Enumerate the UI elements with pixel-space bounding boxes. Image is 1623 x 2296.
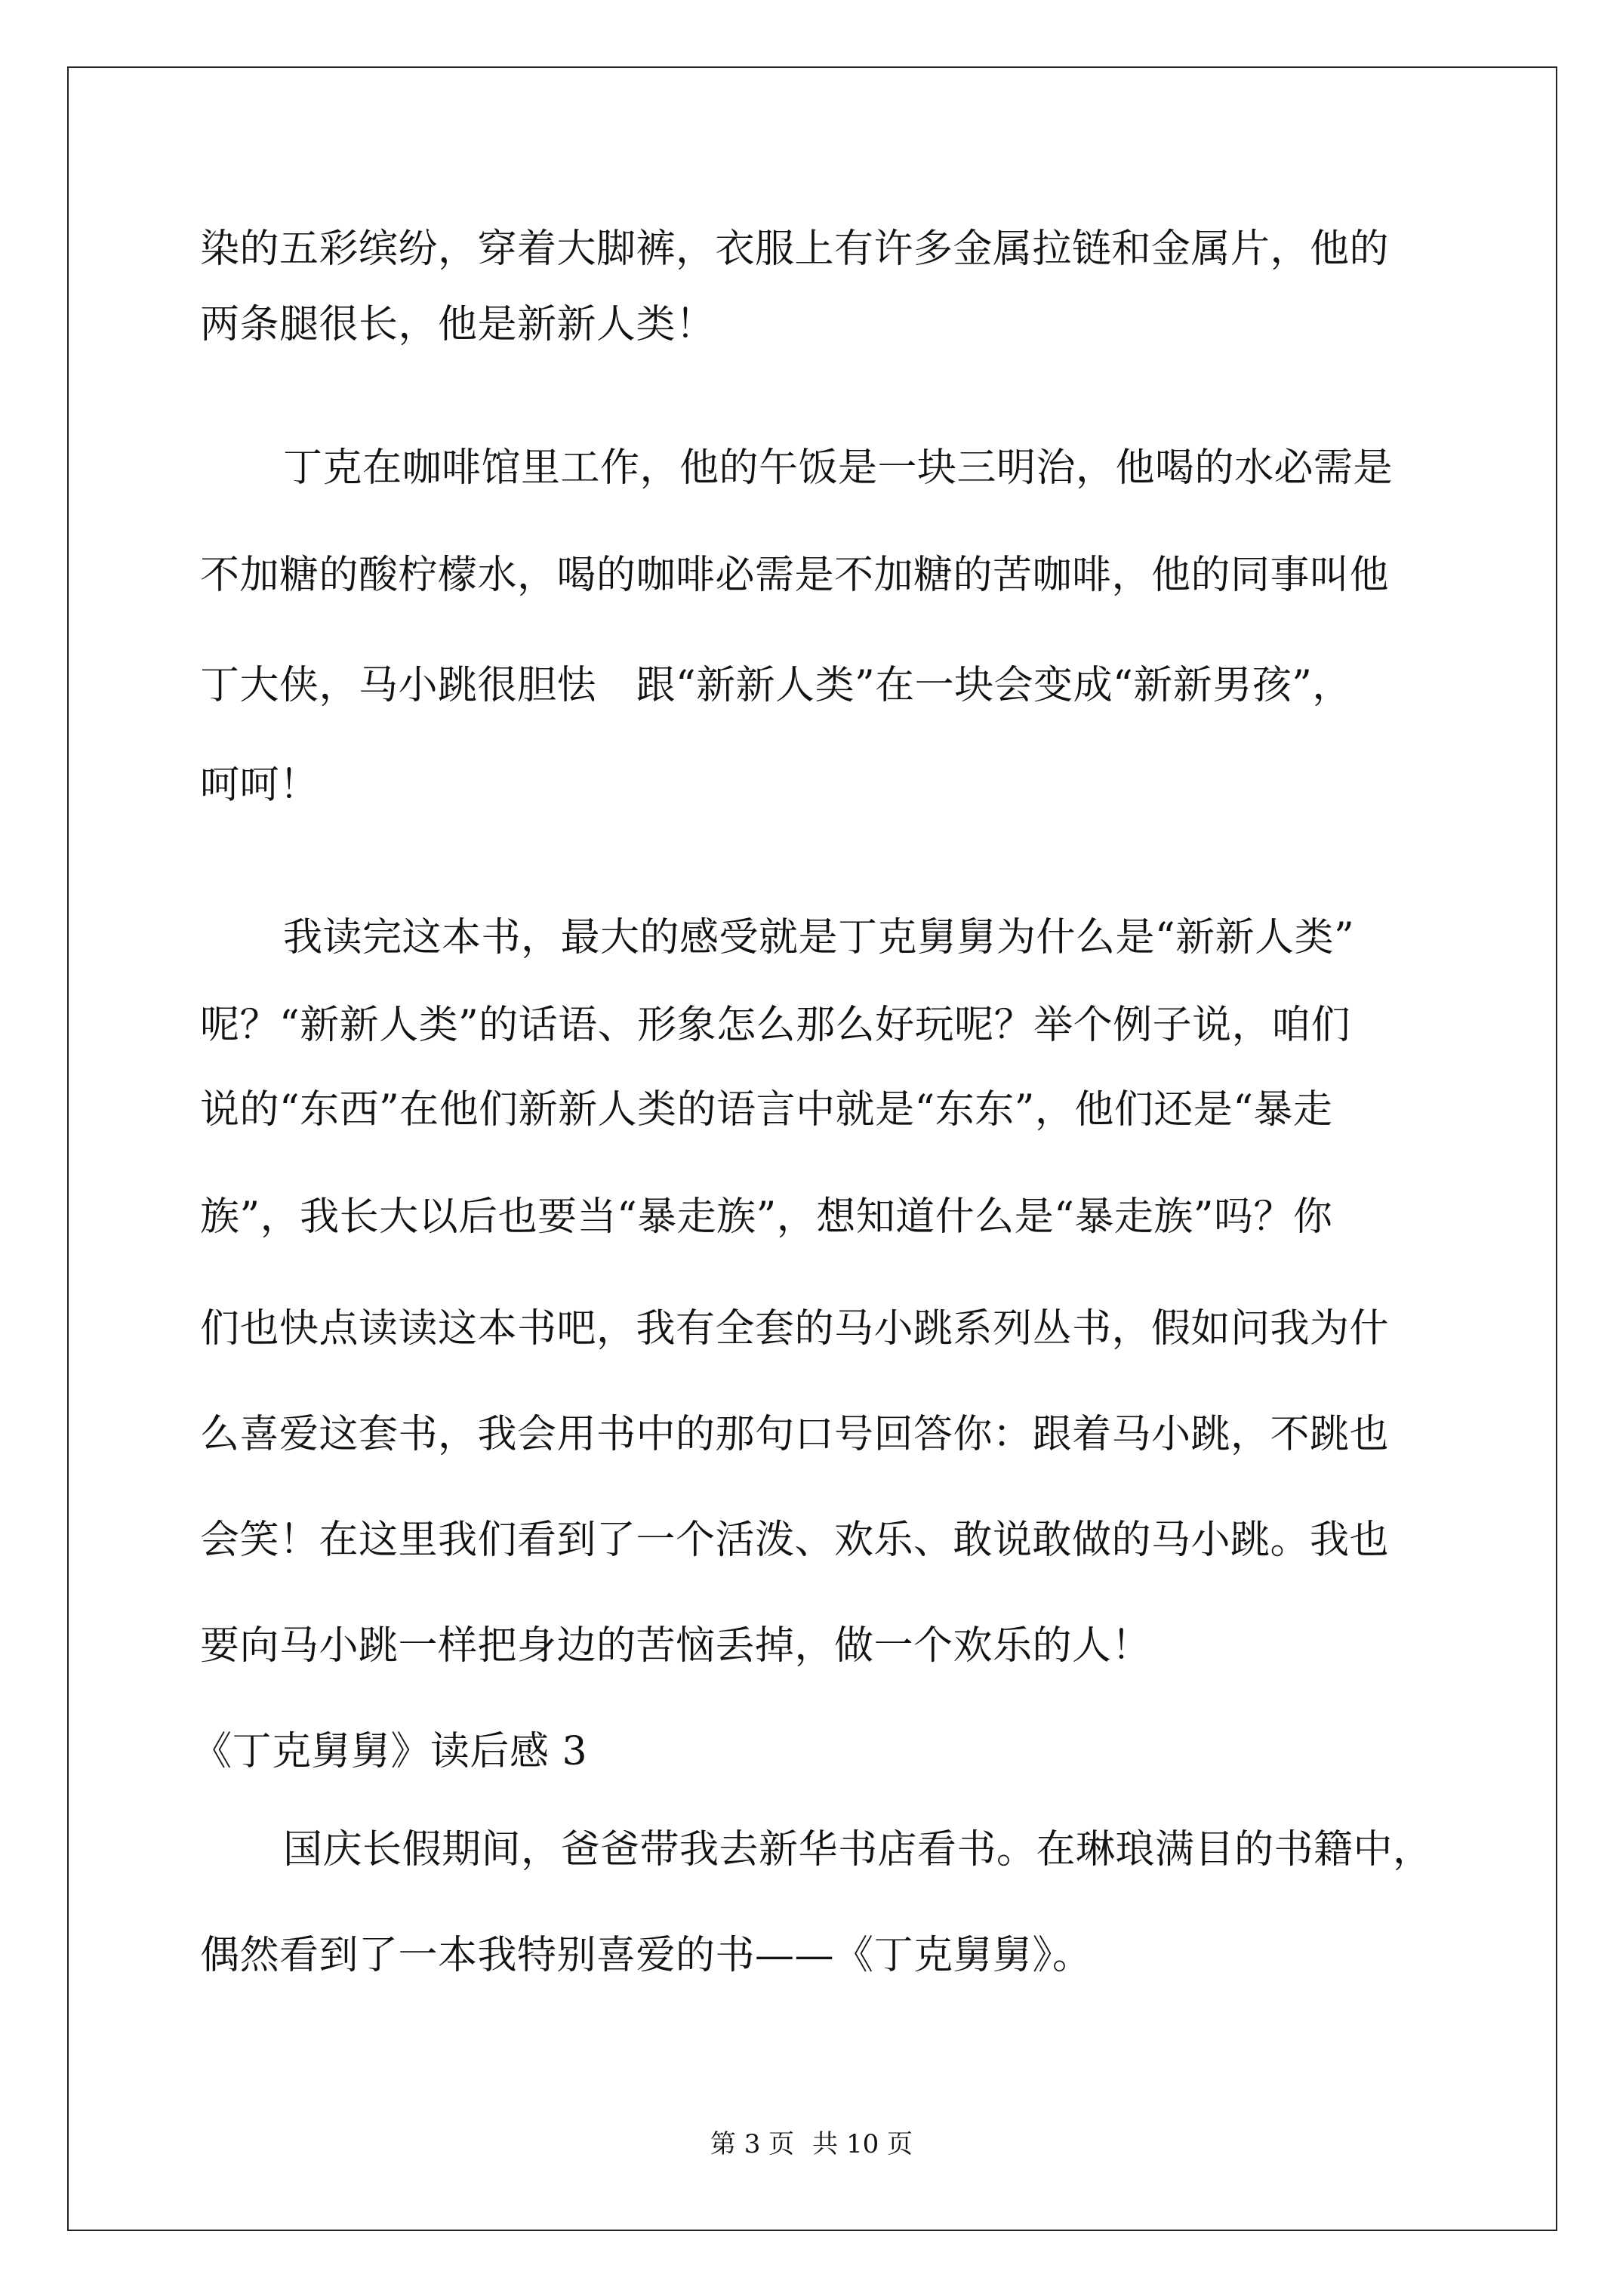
section-heading: 《丁克舅舅》读后感 3 xyxy=(192,1729,588,1774)
text-line: 国庆长假期间，爸爸带我去新华书店看书。在琳琅满目的书籍中， xyxy=(283,1827,1433,1872)
text-line: 们也快点读读这本书吧，我有全套的马小跳系列丛书，假如问我为什 xyxy=(200,1306,1390,1351)
text-line: 不加糖的酸柠檬水，喝的咖啡必需是不加糖的苦咖啡，他的同事叫他 xyxy=(200,553,1390,598)
page-footer xyxy=(0,2129,1623,2159)
text-line: 两条腿很长，他是新新人类！ xyxy=(200,302,716,347)
text-line: 偶然看到了一本我特别喜爱的书——《丁克舅舅》。 xyxy=(200,1933,1092,1978)
text-line: 要向马小跳一样把身边的苦恼丢掉，做一个欢乐的人！ xyxy=(200,1623,1152,1669)
page-total: 共 10 页 xyxy=(812,2129,913,2159)
text-line: 我读完这本书，最大的感受就是丁克舅舅为什么是“新新人类” xyxy=(283,915,1355,960)
text-line: 会笑！在这里我们看到了一个活泼、欢乐、敢说敢做的马小跳。我也 xyxy=(200,1518,1390,1563)
text-line: 呵呵！ xyxy=(200,763,319,808)
text-line: 丁克在咖啡馆里工作，他的午饭是一块三明治，他喝的水必需是 xyxy=(283,445,1394,491)
text-line: 染的五彩缤纷，穿着大脚裤，衣服上有许多金属拉链和金属片，他的 xyxy=(200,227,1390,272)
text-line: 丁大侠，马小跳很胆怯 跟“新新人类”在一块会变成“新新男孩”， xyxy=(200,663,1352,708)
text-line: 呢？“新新人类”的话语、形象怎么那么好玩呢？举个例子说，咱们 xyxy=(200,1003,1351,1048)
page-number: 第 3 页 xyxy=(710,2129,795,2159)
text-line: 说的“东西”在他们新新人类的语言中就是“东东”，他们还是“暴走 xyxy=(200,1087,1333,1133)
text-line: 族”，我长大以后也要当“暴走族”，想知道什么是“暴走族”吗？你 xyxy=(200,1194,1333,1240)
text-line: 么喜爱这套书，我会用书中的那句口号回答你：跟着马小跳，不跳也 xyxy=(200,1412,1390,1457)
page-border xyxy=(67,66,1557,2231)
